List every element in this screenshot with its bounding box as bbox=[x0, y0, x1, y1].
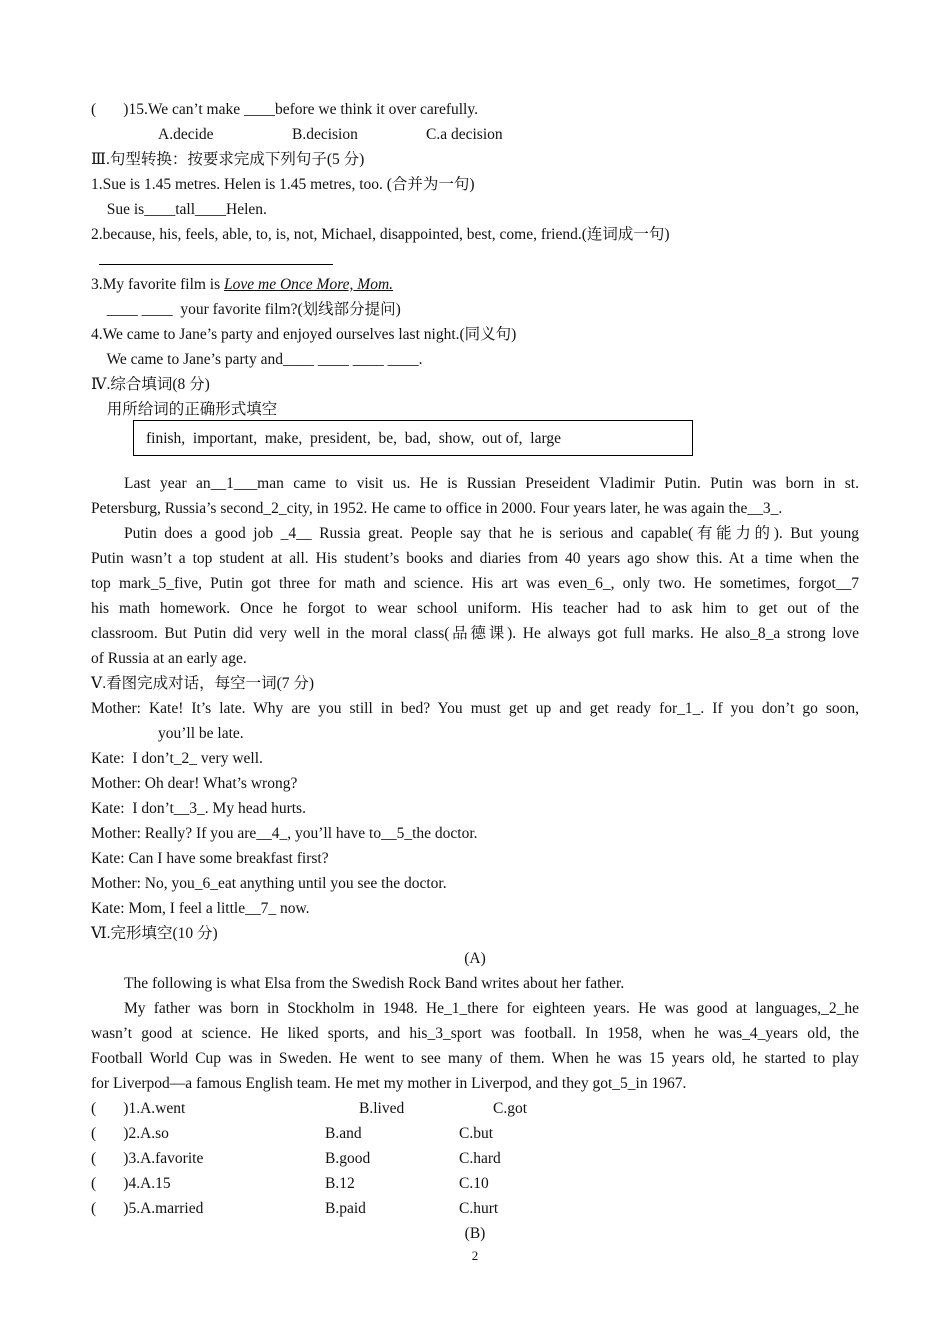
q3-film-title: Love me Once More, Mom. bbox=[224, 276, 394, 293]
s3-question-1: 1.Sue is 1.45 metres. Helen is 1.45 metres, too. (合并为一句) bbox=[91, 176, 475, 193]
s4-passage-line: Last year an__1___man came to visit us. He is Russian Preseident Vladimir Putin. Putin was born in st. bbox=[124, 475, 859, 492]
s3-question-1-answer: Sue is____tall____Helen. bbox=[99, 201, 267, 218]
s4-passage-line: his math homework. Once he forgot to wear school uniform. His teacher had to ask him to get out of the bbox=[91, 600, 859, 617]
s4-passage-line: top mark_5_five, Putin got three for math and science. His art was even_6_, only two. He sometimes, forgot__7 bbox=[91, 575, 859, 592]
cloze-passage-line: wasn’t good at science. He liked sports, and his_3_sport was football. In 1958, when he was_4_years old, the bbox=[91, 1025, 859, 1042]
cloze-question: ( )1.A.went bbox=[91, 1100, 186, 1117]
word-bank-box bbox=[133, 420, 693, 456]
word-bank: finish, important, make, president, be, bad, show, out of, large bbox=[146, 430, 561, 447]
part-a-label: (A) bbox=[464, 950, 486, 967]
q15-option-b: B.decision bbox=[292, 126, 358, 143]
s3-question-3-answer: ____ ____ your favorite film?(划线部分提问) bbox=[99, 301, 401, 318]
s4-passage-line: classroom. But Putin did very well in the moral class(品德课). He always got full marks. He also_8_a strong love bbox=[91, 625, 859, 642]
cloze-option-c: C.but bbox=[459, 1125, 494, 1142]
q15-option-c: C.a decision bbox=[426, 126, 503, 143]
question-15: ( )15.We can’t make ____before we think it over carefully. bbox=[91, 101, 478, 118]
cloze-question: ( )2.A.so bbox=[91, 1125, 169, 1142]
cloze-option-c: C.10 bbox=[459, 1175, 489, 1192]
dialogue-line: Kate: I don’t__3_. My head hurts. bbox=[91, 800, 306, 817]
cloze-passage-line: Football World Cup was in Sweden. He went to see many of them. When he was 15 years old, he started to play bbox=[91, 1050, 859, 1067]
cloze-question: ( )3.A.favorite bbox=[91, 1150, 204, 1167]
s3-question-2: 2.because, his, feels, able, to, is, not, Michael, disappointed, best, come, friend.(连词成一句) bbox=[91, 226, 670, 243]
s4-passage-line: Putin does a good job _4__ Russia great. People say that he is serious and capable(有能力的). But young bbox=[124, 525, 859, 542]
dialogue-line: you’ll be late. bbox=[158, 725, 244, 742]
cloze-option-c: C.got bbox=[493, 1100, 528, 1117]
dialogue-line: Kate: Mom, I feel a little__7_ now. bbox=[91, 900, 310, 917]
page-number: 2 bbox=[471, 1248, 479, 1263]
section-4-instruction: 用所给词的正确形式填空 bbox=[99, 401, 278, 418]
cloze-passage-line: for Liverpod—a famous English team. He met my mother in Liverpod, and they got_5_in 1967. bbox=[91, 1075, 687, 1092]
cloze-intro: The following is what Elsa from the Swedish Rock Band writes about her father. bbox=[124, 975, 625, 992]
dialogue-line: Mother: Really? If you are__4_, you’ll have to__5_the doctor. bbox=[91, 825, 478, 842]
part-b-label: (B) bbox=[464, 1225, 486, 1242]
q3-prefix: 3.My favorite film is bbox=[91, 276, 225, 293]
s3-question-4-answer: We came to Jane’s party and____ ____ ____ ____. bbox=[99, 351, 423, 368]
answer-blank-line bbox=[99, 264, 333, 265]
cloze-question: ( )4.A.15 bbox=[91, 1175, 171, 1192]
s4-passage-line: Putin wasn’t a top student at all. His student’s books and diaries from 40 years ago show this. At a time when the bbox=[91, 550, 859, 567]
dialogue-line: Mother: Kate! It’s late. Why are you still in bed? You must get up and get ready for_1_. If you don’t go soon, bbox=[91, 700, 859, 717]
cloze-option-c: C.hurt bbox=[459, 1200, 499, 1217]
cloze-option-b: B.12 bbox=[325, 1175, 355, 1192]
section-5-heading: Ⅴ.看图完成对话，每空一词(7 分) bbox=[91, 675, 315, 692]
dialogue-line: Kate: I don’t_2_ very well. bbox=[91, 750, 263, 767]
cloze-option-b: B.paid bbox=[325, 1200, 366, 1217]
s3-question-4: 4.We came to Jane’s party and enjoyed ourselves last night.(同义句) bbox=[91, 326, 517, 343]
s3-question-3 bbox=[91, 272, 859, 297]
dialogue-line: Mother: No, you_6_eat anything until you see the doctor. bbox=[91, 875, 447, 892]
cloze-option-b: B.good bbox=[325, 1150, 371, 1167]
dialogue-line: Kate: Can I have some breakfast first? bbox=[91, 850, 329, 867]
section-4-heading: Ⅳ.综合填词(8 分) bbox=[91, 376, 210, 393]
q15-option-a: A.decide bbox=[158, 126, 214, 143]
dialogue-line: Mother: Oh dear! What’s wrong? bbox=[91, 775, 298, 792]
cloze-question: ( )5.A.married bbox=[91, 1200, 204, 1217]
section-6-heading: Ⅵ.完形填空(10 分) bbox=[91, 925, 218, 942]
cloze-passage-line: My father was born in Stockholm in 1948. He_1_there for eighteen years. He was good at languages,_2_he bbox=[124, 1000, 859, 1017]
s4-passage-line: Petersburg, Russia’s second_2_city, in 1952. He came to office in 2000. Four years later, he was again the__3_. bbox=[91, 500, 783, 517]
cloze-option-c: C.hard bbox=[459, 1150, 501, 1167]
cloze-option-b: B.lived bbox=[359, 1100, 405, 1117]
s4-passage-line: of Russia at an early age. bbox=[91, 650, 247, 667]
cloze-option-b: B.and bbox=[325, 1125, 362, 1142]
section-3-heading: Ⅲ.句型转换：按要求完成下列句子(5 分) bbox=[91, 151, 365, 168]
